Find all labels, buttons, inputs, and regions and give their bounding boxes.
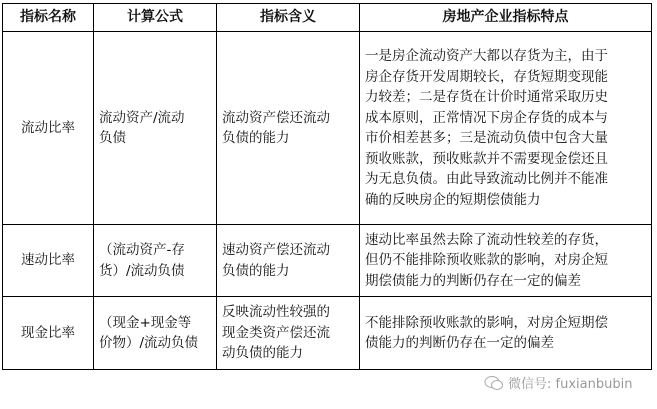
cell-line: 成本原则，正常情况下房企存货的成本与 [365, 109, 608, 126]
cell-meaning [217, 297, 360, 370]
cell-line: 力较差；二是存货在计价时通常采取历史 [365, 89, 608, 105]
cell-line: 负债的能力 [222, 262, 290, 279]
cell-line: （现金+现金等 [99, 314, 192, 331]
cell-line: 货）/流动负债 [99, 262, 185, 279]
cell-line: 确的反映房企的短期偿债能力 [365, 191, 541, 208]
cell-line: 反映流动性较强的 [222, 304, 330, 321]
cell-formula [94, 297, 217, 370]
cell-formula [94, 32, 217, 225]
table-row [3, 225, 652, 297]
cell-line: 预收账款，预收账款并不需要现金偿还且 [365, 150, 608, 167]
cell-line: 负债 [99, 130, 126, 146]
cell-line: 债能力的判断仍存在一定的偏差 [365, 335, 554, 351]
cell-name: 流动比率 [3, 32, 94, 225]
header-features: 房地产企业指标特点 [360, 4, 652, 32]
cell-line: 现金类资产偿还流 [222, 324, 330, 341]
cell-line: 不能排除预收账款的影响，对房企短期偿 [365, 314, 608, 331]
cell-line: 速动比率虽然去除了流动性较差的存货， [365, 231, 608, 248]
watermark-text: 微信号: fuxianbubin [508, 377, 633, 392]
header-row [3, 4, 652, 32]
watermark [484, 373, 632, 392]
cell-line: 流动资产/流动 [99, 109, 185, 126]
cell-features [360, 297, 652, 370]
table-row [3, 297, 652, 370]
cell-line: 但仍不能排除预收账款的影响，对房企短 [365, 252, 608, 269]
cell-features [360, 225, 652, 297]
cell-line: 期偿债能力的判断仍存在一定的偏差 [365, 272, 581, 289]
header-name: 指标名称 [3, 4, 94, 32]
cell-line: 动负债的能力 [222, 345, 303, 362]
cell-name: 现金比率 [3, 297, 94, 370]
cell-line: 市价相差甚多；三是流动负债中包含大量 [365, 130, 608, 146]
table-row [3, 32, 652, 225]
wechat-icon [484, 375, 504, 391]
cell-line: 一是房企流动资产大都以存货为主，由于 [365, 48, 608, 64]
cell-line: 为无息负债。由此导致流动比例并不能准 [365, 171, 608, 187]
cell-line: 价物）/流动负债 [99, 335, 199, 351]
indicator-table [2, 3, 652, 370]
cell-line: 速动资产偿还流动 [222, 242, 330, 258]
cell-line: （流动资产-存 [99, 242, 185, 258]
cell-features [360, 32, 652, 225]
cell-name: 速动比率 [3, 225, 94, 297]
cell-meaning [217, 225, 360, 297]
cell-formula [94, 225, 217, 297]
cell-line: 负债的能力 [222, 130, 290, 146]
header-meaning: 指标含义 [217, 4, 360, 32]
cell-line: 流动资产偿还流动 [222, 109, 330, 126]
cell-meaning [217, 32, 360, 225]
cell-line: 房企存货开发周期较长，存货短期变现能 [365, 68, 608, 85]
header-formula: 计算公式 [94, 4, 217, 32]
